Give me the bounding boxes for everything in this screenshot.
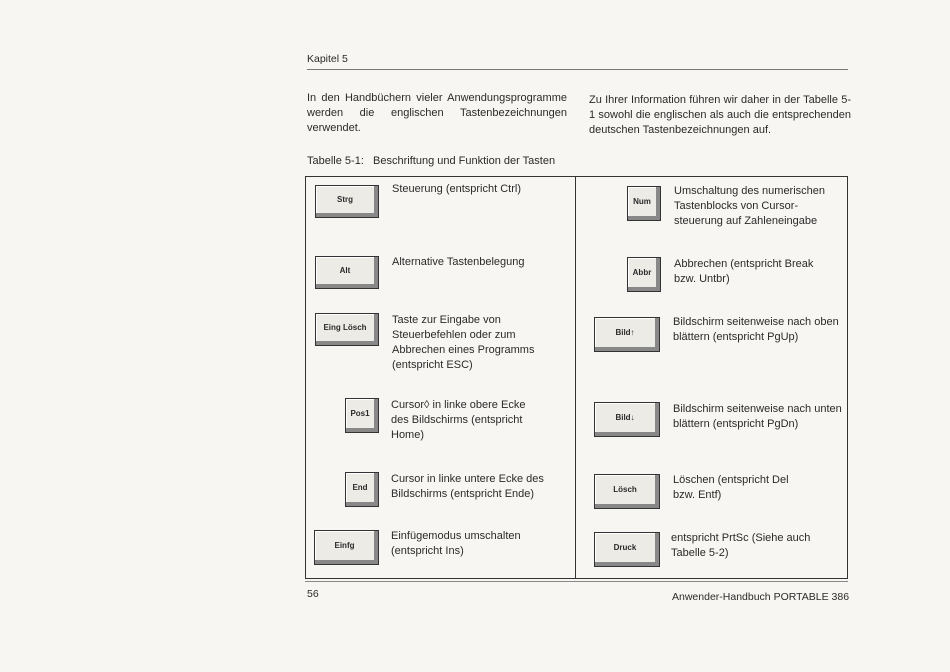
key-description: Umschaltung des numerischen Tastenblocks von Cursor-steuerung auf Zahleneingabe xyxy=(674,185,826,227)
key-einfg: Einfg xyxy=(314,530,379,565)
footer-rule xyxy=(305,581,848,582)
key-end: End xyxy=(345,472,379,507)
table-column-divider xyxy=(575,176,576,579)
key-bild-down: Bild↓ xyxy=(594,402,660,437)
page-number: 56 xyxy=(307,588,319,600)
key-eing-loesch: Eing Lösch xyxy=(315,313,379,346)
key-num: Num xyxy=(627,186,661,221)
key-loesch: Lösch xyxy=(594,474,660,509)
key-description: Abbrechen (entspricht Break bzw. Untbr) xyxy=(674,258,814,285)
key-description: entspricht PrtSc (Siehe auch Tabelle 5-2) xyxy=(671,532,811,559)
key-abbr: Abbr xyxy=(627,257,661,292)
key-table xyxy=(305,176,848,579)
key-pos1: Pos1 xyxy=(345,398,379,433)
key-description: Alternative Tastenbelegung xyxy=(392,256,525,268)
key-description: Löschen (entspricht Del bzw. Entf) xyxy=(673,474,789,501)
key-description: Taste zur Eingabe von Steuerbefehlen oder zum Abbrechen eines Programms (entspricht ESC) xyxy=(392,314,535,371)
key-druck: Druck xyxy=(594,532,660,567)
header-rule xyxy=(307,69,848,70)
intro-right-paragraph: Zu Ihrer Information führen wir daher in der Tabelle 5-1 sowohl die englischen als auch die entsprechenden deutschen Tastenbezeichnungen auf. xyxy=(589,94,851,136)
key-description: Steuerung (entspricht Ctrl) xyxy=(392,183,521,195)
key-alt: Alt xyxy=(315,256,379,289)
chapter-heading: Kapitel 5 xyxy=(307,53,348,65)
key-strg: Strg xyxy=(315,185,379,218)
footer-title: Anwender-Handbuch PORTABLE 386 xyxy=(672,591,850,603)
intro-left-paragraph: In den Handbüchern vieler Anwendungsprogramme werden die englischen Tastenbezeichnungen verwendet. xyxy=(307,92,567,134)
key-description: Einfügemodus umschalten (entspricht Ins) xyxy=(391,530,521,557)
key-description: Bildschirm seitenweise nach unten blättern (entspricht PgDn) xyxy=(673,403,842,430)
key-bild-up: Bild↑ xyxy=(594,317,660,352)
key-description: Cursor in linke untere Ecke des Bildschirms (entspricht Ende) xyxy=(391,473,544,500)
key-description: Cursor◊ in linke obere Ecke des Bildschirms (entspricht Home) xyxy=(391,399,526,441)
key-description: Bildschirm seitenweise nach oben blättern (entspricht PgUp) xyxy=(673,316,839,343)
table-caption: Tabelle 5-1: Beschriftung und Funktion der Tasten xyxy=(307,155,556,167)
